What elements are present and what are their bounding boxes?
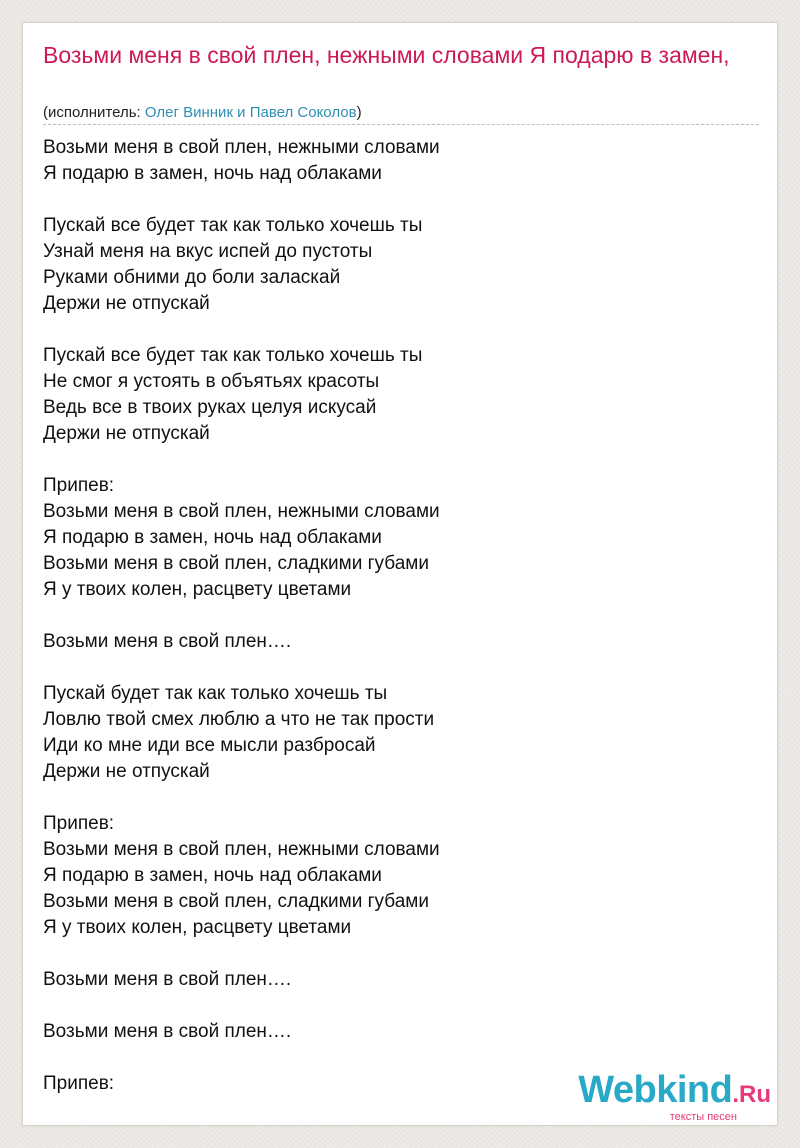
lyrics-text: Возьми меня в свой плен, нежными словами Я подарю в замен, ночь над облаками Пускай все будет так как только хочешь ты Узнай меня на вкус испей до пустоты Руками обними до боли заласкай Держи не отпускай Пускай все будет так как только хочешь ты Не смог я устоять в объятьях красоты Ведь все в твоих руках целуя искусай Держи не отпускай Припев: Возьми меня в свой плен, нежными словами Я подарю в замен, ночь над облаками Возьми меня в свой плен, сладкими губами Я у твоих колен, расцвету цветами Возьми меня в свой плен…. Пускай будет так как только хочешь ты Ловлю твой смех люблю а что не так прости Иди ко мне иди все мысли разбросай Держи не отпускай Припев: Возьми меня в свой плен, нежными словами Я подарю в замен, ночь над облаками Возьми меня в свой плен, сладкими губами Я у твоих колен, расцвету цветами Возьми меня в свой плен…. Возьми меня в свой плен…. Припев:: [43, 137, 440, 1094]
artist-suffix: ): [356, 104, 362, 121]
song-title: Возьми меня в свой плен, нежными словами Я подарю в замен,: [43, 42, 730, 68]
logo-wordmark: [578, 1071, 771, 1114]
logo-name: Webkind: [578, 1069, 733, 1111]
site-logo[interactable]: [578, 1071, 771, 1123]
logo-tld: .Ru: [732, 1081, 771, 1108]
lyrics-card: [22, 22, 778, 1126]
artist-link[interactable]: Олег Винник и Павел Соколов: [144, 104, 357, 121]
divider: [43, 124, 759, 125]
artist-line: [43, 103, 362, 123]
artist-prefix: (исполнитель:: [43, 104, 145, 121]
logo-tagline: тексты песен: [669, 1111, 737, 1123]
